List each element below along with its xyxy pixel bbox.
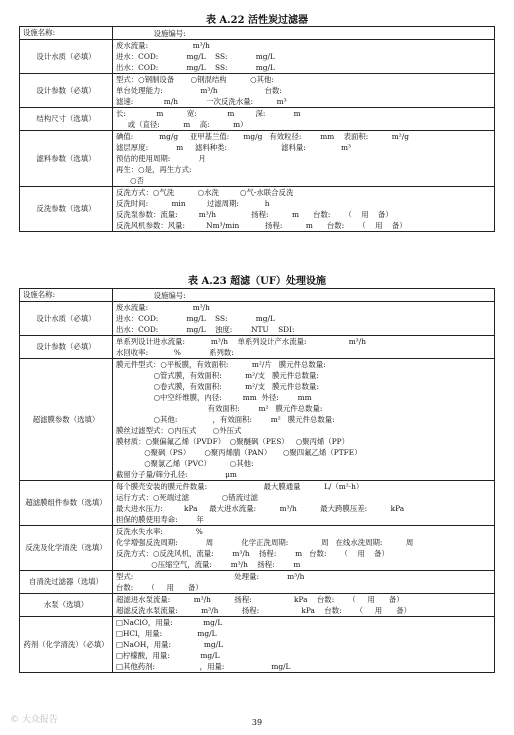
row-content <box>113 27 495 40</box>
field-line: 出水：COD: mg/L 浊度: NTU SDI: <box>116 325 295 334</box>
table-row <box>20 40 495 74</box>
row-label: 滤料参数（选填） <box>20 131 113 187</box>
field-line: 单台处理能力: m³/h 台数: <box>116 86 282 95</box>
row-label: 设计参数（必填） <box>20 74 113 108</box>
field-line: 型式: 处理量: m³/h <box>116 572 305 581</box>
row-content <box>113 302 495 336</box>
field-line: 碘值: mg/g 亚甲基兰值: mg/g 有效粒径: mm 表面积: m²/g <box>116 132 409 141</box>
field-line: 水回收率: % 系列数: <box>116 348 234 357</box>
field-line: □NaOH，用量: mg/L <box>116 640 224 649</box>
field-line: 超滤进水泵流量: m³/h 扬程: kPa 台数: （ 用 备） <box>116 595 404 604</box>
field-line: 截留分子量/筛分孔径: μm <box>116 470 237 479</box>
field-line: ○中空纤维膜，内径: mm 外径: mm <box>116 393 312 402</box>
row-content <box>113 131 495 187</box>
row-content <box>113 571 495 594</box>
row-label: 设计水质（必填） <box>20 40 113 74</box>
field-line: 反洗风机参数：风量: Nm³/min 扬程: m 台数: （ 用 备） <box>116 221 407 230</box>
field-line: ○聚砜（PS） ○聚丙烯腈（PAN） ○聚四氟乙烯（PTFE） <box>116 448 362 457</box>
field-line: 反洗时间: min 过滤周期: h <box>116 199 270 208</box>
table-row <box>20 359 495 481</box>
table-row <box>20 302 495 336</box>
table-a22-title: 表 A.22 活性炭过滤器 <box>205 15 309 26</box>
table-row <box>20 594 495 617</box>
field-line: □其他药剂: ，用量: mg/L <box>116 662 291 671</box>
field-line: 进水：COD: mg/L SS: mg/L <box>116 314 275 323</box>
field-line: 反洗泵参数：流量: m³/h 扬程: m 台数: （ 用 备） <box>116 210 393 219</box>
row-label: 水泵（选填） <box>20 594 113 617</box>
field-line: 出水：COD: mg/L SS: mg/L <box>116 63 275 72</box>
row-label: 结构尺寸（选填） <box>20 108 113 131</box>
table-row <box>20 108 495 131</box>
field-line: 滤速: m/h 一次反洗水量: m³ <box>116 97 287 106</box>
row-content <box>113 187 495 232</box>
field-line: 滤层厚度: m 滤料种类: 滤料量: m³ <box>116 143 351 152</box>
row-label: 反洗及化学清洗（选填） <box>20 526 113 571</box>
field-line: 担保的膜使用寿命: 年 <box>116 515 204 524</box>
field-line: 废水流量: m³/h <box>116 303 210 312</box>
row-content <box>113 617 495 673</box>
row-content <box>113 594 495 617</box>
row-content <box>113 359 495 481</box>
table-a23 <box>19 288 495 673</box>
field-line: 反洗方式：○反洗风机，流量: m³/h 扬程: m 台数: （ 用 备） <box>116 549 389 558</box>
field-line: 膜元件型式：○平板膜，有效面积: m²/片 膜元件总数量: <box>116 360 326 369</box>
field-line: 有效面积: m² 膜元件总数量: <box>116 404 323 413</box>
table-row <box>20 481 495 526</box>
field-line: □NaClO，用量: mg/L <box>116 618 223 627</box>
table-row <box>20 571 495 594</box>
field-line: 台数: （ 用 备） <box>116 583 203 592</box>
watermark: © 大众报告 <box>10 715 58 725</box>
field-line: 超滤反洗水泵流量: m³/h 扬程: kPa 台数: （ 用 备） <box>116 606 412 615</box>
field-line: 预估的使用周期: 月 <box>116 154 206 163</box>
row-label: 设施名称: <box>20 27 113 40</box>
field-line: ○否 <box>116 176 144 185</box>
field-line: 膜材质：○聚偏氟乙烯（PVDF） ○聚醚砜（PES） ○聚丙烯（PP） <box>116 437 350 446</box>
row-content <box>113 74 495 108</box>
row-label: 超滤膜参数（选填） <box>20 359 113 481</box>
field-line: 化学增强反洗周期: 周 化学正洗周期: 周 在线水洗周期: 周 <box>116 538 414 547</box>
row-label: 设计水质（必填） <box>20 302 113 336</box>
page-number: 39 <box>251 718 263 727</box>
field-line: 进水：COD: mg/L SS: mg/L <box>116 52 275 61</box>
field-line: 单系列设计进水流量: m³/h 单系列设计产水流量: m³/h <box>116 337 366 346</box>
field-line: 型式：○钢制设备 ○钢混结构 ○其他: <box>116 75 274 84</box>
table-row <box>20 187 495 232</box>
table-row <box>20 617 495 673</box>
field-line: 再生：○是，再生方式: <box>116 165 192 174</box>
field-line: 长: m 宽: m 深: m <box>116 109 301 118</box>
field-line: 设施编号: <box>116 28 186 38</box>
row-content <box>113 336 495 359</box>
field-line: ○聚氯乙烯（PVC） ○其他: <box>116 459 254 468</box>
field-line: ○压缩空气，流量: m³/h 扬程: m <box>116 560 301 569</box>
row-content <box>113 108 495 131</box>
field-line: ○其他: ，有效面积: m² 膜元件总数量: <box>116 415 335 424</box>
table-row <box>20 27 495 40</box>
table-a22 <box>19 26 495 232</box>
row-label: 药剂（化学清洗）（必填） <box>20 617 113 673</box>
row-label: 自清洗过滤器（选填） <box>20 571 113 594</box>
row-content <box>113 40 495 74</box>
field-line: 最大进水压力: kPa 最大进水流量: m³/h 最大跨膜压差: kPa <box>116 504 405 513</box>
field-line: 反洗方式：○气洗 ○水洗 ○气-水联合反洗 <box>116 188 294 197</box>
row-content <box>113 526 495 571</box>
field-line: 废水流量: m³/h <box>116 41 210 50</box>
table-row <box>20 131 495 187</box>
row-label: 反洗参数（选填） <box>20 187 113 232</box>
field-line: □柠檬酸，用量: mg/L <box>116 651 220 660</box>
field-line: 设施编号: <box>116 290 186 300</box>
table-row <box>20 336 495 359</box>
row-label: 设施名称: <box>20 289 113 302</box>
field-line: 或（直径: m 高: m） <box>116 120 248 129</box>
field-line: □HCl，用量: mg/L <box>116 629 217 638</box>
table-row <box>20 289 495 302</box>
row-content <box>113 289 495 302</box>
row-label: 设计参数（必填） <box>20 336 113 359</box>
table-row <box>20 74 495 108</box>
row-label: 超滤膜组件参数（选填） <box>20 481 113 526</box>
table-row <box>20 526 495 571</box>
field-line: ○管式膜，有效面积: m²/支 膜元件总数量: <box>116 371 319 380</box>
field-line: 膜丝过滤型式：○内压式 ○外压式 <box>116 426 242 435</box>
table-a23-title: 表 A.23 超滤（UF）处理设施 <box>188 276 326 287</box>
field-line: 反洗水失水率: % <box>116 527 203 536</box>
row-content <box>113 481 495 526</box>
field-line: ○卷式膜，有效面积: m²/支 膜元件总数量: <box>116 382 319 391</box>
field-line: 每个膜壳安装的膜元件数量: 最大膜通量 L/（m²·h） <box>116 482 364 491</box>
field-line: 运行方式：○死端过滤 ○错流过滤 <box>116 493 258 502</box>
